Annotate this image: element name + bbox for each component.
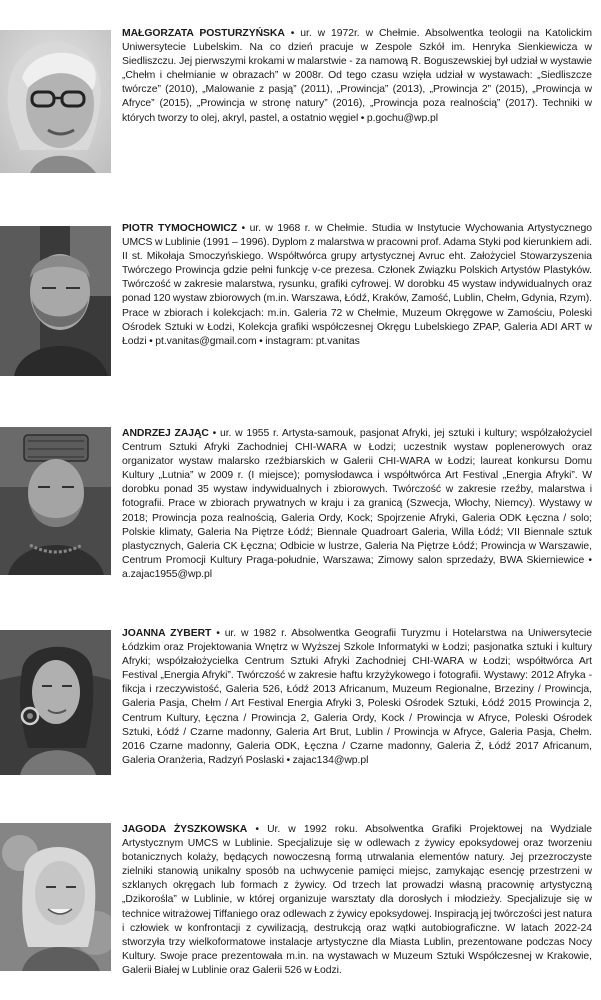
artist-photo	[0, 427, 111, 575]
artist-bio	[122, 27, 592, 126]
artist-bio	[122, 222, 592, 349]
artist-bio	[122, 627, 592, 768]
artist-name: JAGODA ŻYSZKOWSKA	[122, 824, 248, 835]
artist-name: ANDRZEJ ZAJĄC	[122, 428, 209, 439]
artist-name: MAŁGORZATA POSTURZYŃSKA	[122, 28, 285, 39]
portrait-man-beard-icon	[0, 226, 111, 376]
artist-photo	[0, 630, 111, 775]
portrait-woman-glasses-icon	[0, 30, 111, 173]
artist-bio-text: • ur. w 1955 r. Artysta-samouk, pasjonat Afryki, jej sztuki i kultury; współzałożyciel Centrum Sztuki Afryki Zachodniej CHI-WARA w Łodzi; uczestnik wystaw poplenerowych oraz organizator wystaw malarsko rzeźbiarskich w Galerii CHI-WARA w Łodzi; laureat konkursu Domu Kultury „Lutnia” w 2009 r. (I miejsce); pomysłodawca i współtwórca Art Festival „Energia Afryki”. W dorobku ponad 35 wystaw indywidualnych i zbiorowych. Twórczość w zakresie rzeźby, malarstwa i fotografii. Prace w zbiorach prywatnych w kraju i za granicą (Szwecja, Włochy, Niemcy). Wystawy w 2018; Prowincja poza realnością, Galeria Ordy, Kock; Spojrzenie Afryki, Galeria ODK Łęczna / solo; Polskie klimaty, Galeria Na Piętrze Łódź; Biennale Quadroart Galeria, Willa Łódź; VII Biennale sztuk plastycznych, Galeria CK Łęczna; Odbicie w lustrze, Galeria Na Piętrze Łódź; Prowincja w Warszawie, Centrum Promocji Kultury Praga-południe, Warszawa; Zimowy salon sprzedaży, BWA Skierniewice • a.zajac1955@wp.pl	[122, 428, 592, 580]
artist-bio-text: • ur. w 1968 r. w Chełmie. Studia w Instytucie Wychowania Artystycznego UMCS w Lublinie (1991 – 1996). Dyplom z malarstwa w pracowni prof. Adama Styki pod kierunkiem adi. II st. Mikołaja Smoczyńskiego. Współtwórca grupy artystycznej Avruc eht. Założyciel Stowarzyszenia Twórczego Prowincja gdzie pełni funkcję v-ce prezesa. Członek Związku Polskich Artystów Plastyków. Twórczość w zakresie malarstwa, rysunku, grafiki cyfrowej. W dorobku 45 wystaw indywidualnych oraz ponad 120 wystaw zbiorowych (m.in. Warszawa, Łódź, Kraków, Zamość, Lublin, Chełm, Gdynia, Rzym). Prace w zbiorach i kolekcjach: m.in. Galeria 72 w Chełmie, Muzeum Okręgowe w Zamościu, Poleski Ośrodek Sztuki w Łodzi, Kolekcja grafiki współczesnej Okręgu Lubelskiego ZPAP, Galeria ADI ART w Łodzi • pt.vanitas@gmail.com • instagram: pt.vanitas	[122, 223, 592, 347]
artist-name: JOANNA ZYBERT	[122, 628, 212, 639]
artist-bio-text: • ur. w 1972r. w Chełmie. Absolwentka teologii na Katolickim Uniwersytecie Lubelskim. Na co dzień pracuje w Zespole Szkół im. Henryka Sienkiewicza w Siedliszczu. Jej pierwszymi krokami w malarstwie - za namową R. Boguszewskiej był udział w wystawie „Chełm i chełmianie w obrazach” w 2008r. Od tego czasu wzięła udział w wystawach: „Siedliszcze twórcze” (2010), „Malowanie z pasją” (2011), „Prowincja” (2013), „Prowincja 2” (2015), „Prowincja w Afryce” (2015), „Prowincja w stronę natury” (2016), „Prowincja poza realnością” (2017). Techniki w których tworzy to olej, akryl, pastel, a ostatnio węgiel • p.gochu@wp.pl	[122, 28, 592, 124]
artist-photo	[0, 30, 111, 173]
artist-bio-text: • ur. w 1982 r. Absolwentka Geografii Turyzmu i Hotelarstwa na Uniwersytecie Łódzkim oraz Projektowania Wnętrz w Wyższej Szkole Informatyki w Łodzi; pasjonatka sztuki i kultury Afryki; współzałożycielka Centrum Sztuki Afryki Zachodniej CHI-WARA w Łodzi; współtwórca Art Festival „Energia Afryki”. Twórczość w zakresie haftu krzyżykowego i fotografii. Wystawy: 2012 Afryka - fikcja i rzeczywistość, Galeria 526, Łódź 2013 Africanum, Muzeum Regionalne, Brzeziny / Prowincja, Galeria Pasja, Chełm / Art Festival Energia Afryki 3, Poleski Ośrodek Sztuki, Łódź 2015 Prowincja 2, Centrum Kultury, Łęczna / Prowincja 2, Galeria Ordy, Kock / Prowincja w Afryce, Poleski Ośrodek Sztuki, Łódź / Czarne madonny, Galeria Art Brut, Lublin / Prowincja w Afryce, Galeria Pasja, Chełm. 2016 Czarne madonny, Galeria ODK, Łęczna / Czarne madonny, Galeria Ż, Łódź 2017 Africanum, Galeria Oranżeria, Radzyń Poslaski • zajac134@wp.pl	[122, 628, 592, 766]
portrait-woman-earrings-icon	[0, 630, 111, 775]
portrait-man-hat-icon	[0, 427, 111, 575]
artist-bio	[122, 823, 592, 978]
artist-bio	[122, 427, 592, 582]
artist-name: PIOTR TYMOCHOWICZ	[122, 223, 238, 234]
portrait-woman-smiling-icon	[0, 823, 111, 971]
artist-bio-text: • Ur. w 1992 roku. Absolwentka Grafiki Projektowej na Wydziale Artystycznym UMCS w Lublinie. Specjalizuje się w odlewach z żywicy epoksydowej oraz tworzeniu botanicznych kolaży, będących nowoczesną formą utrwalania elementów natury. Jej przezroczyste zielniki stanowią unikalny sposób na uchwycenie pamięci miejsc, zamykając esencję przestrzeni w szklanych okręgach lub formach z żywicy. Od trzech lat prowadzi własną pracownię artystyczną „Dzikorośla” w Lublinie, w której organizuje warsztaty dla dorosłych i młodzieży. Specjalizuje się w technice witrażowej Tiffaniego oraz odlewach z żywicy epoksydowej. Inspiracją jej twórczości jest natura i człowiek w konfrontacji z cywilizacją, destrukcją oraz wątki autobiograficzne. W latach 2022-24 stworzyła trzy wielkoformatowe instalacje artystyczne dla Miasta Lublin, prezentowane podczas Nocy Kultury. Swoje prace prezentowała m.in. na wystawach w Muzeum Sztuki Współczesnej w Krakowie, Galerii Białej w Lublinie oraz Galerii 526 w Łodzi.	[122, 824, 592, 976]
artist-photo	[0, 226, 111, 376]
artist-photo	[0, 823, 111, 971]
